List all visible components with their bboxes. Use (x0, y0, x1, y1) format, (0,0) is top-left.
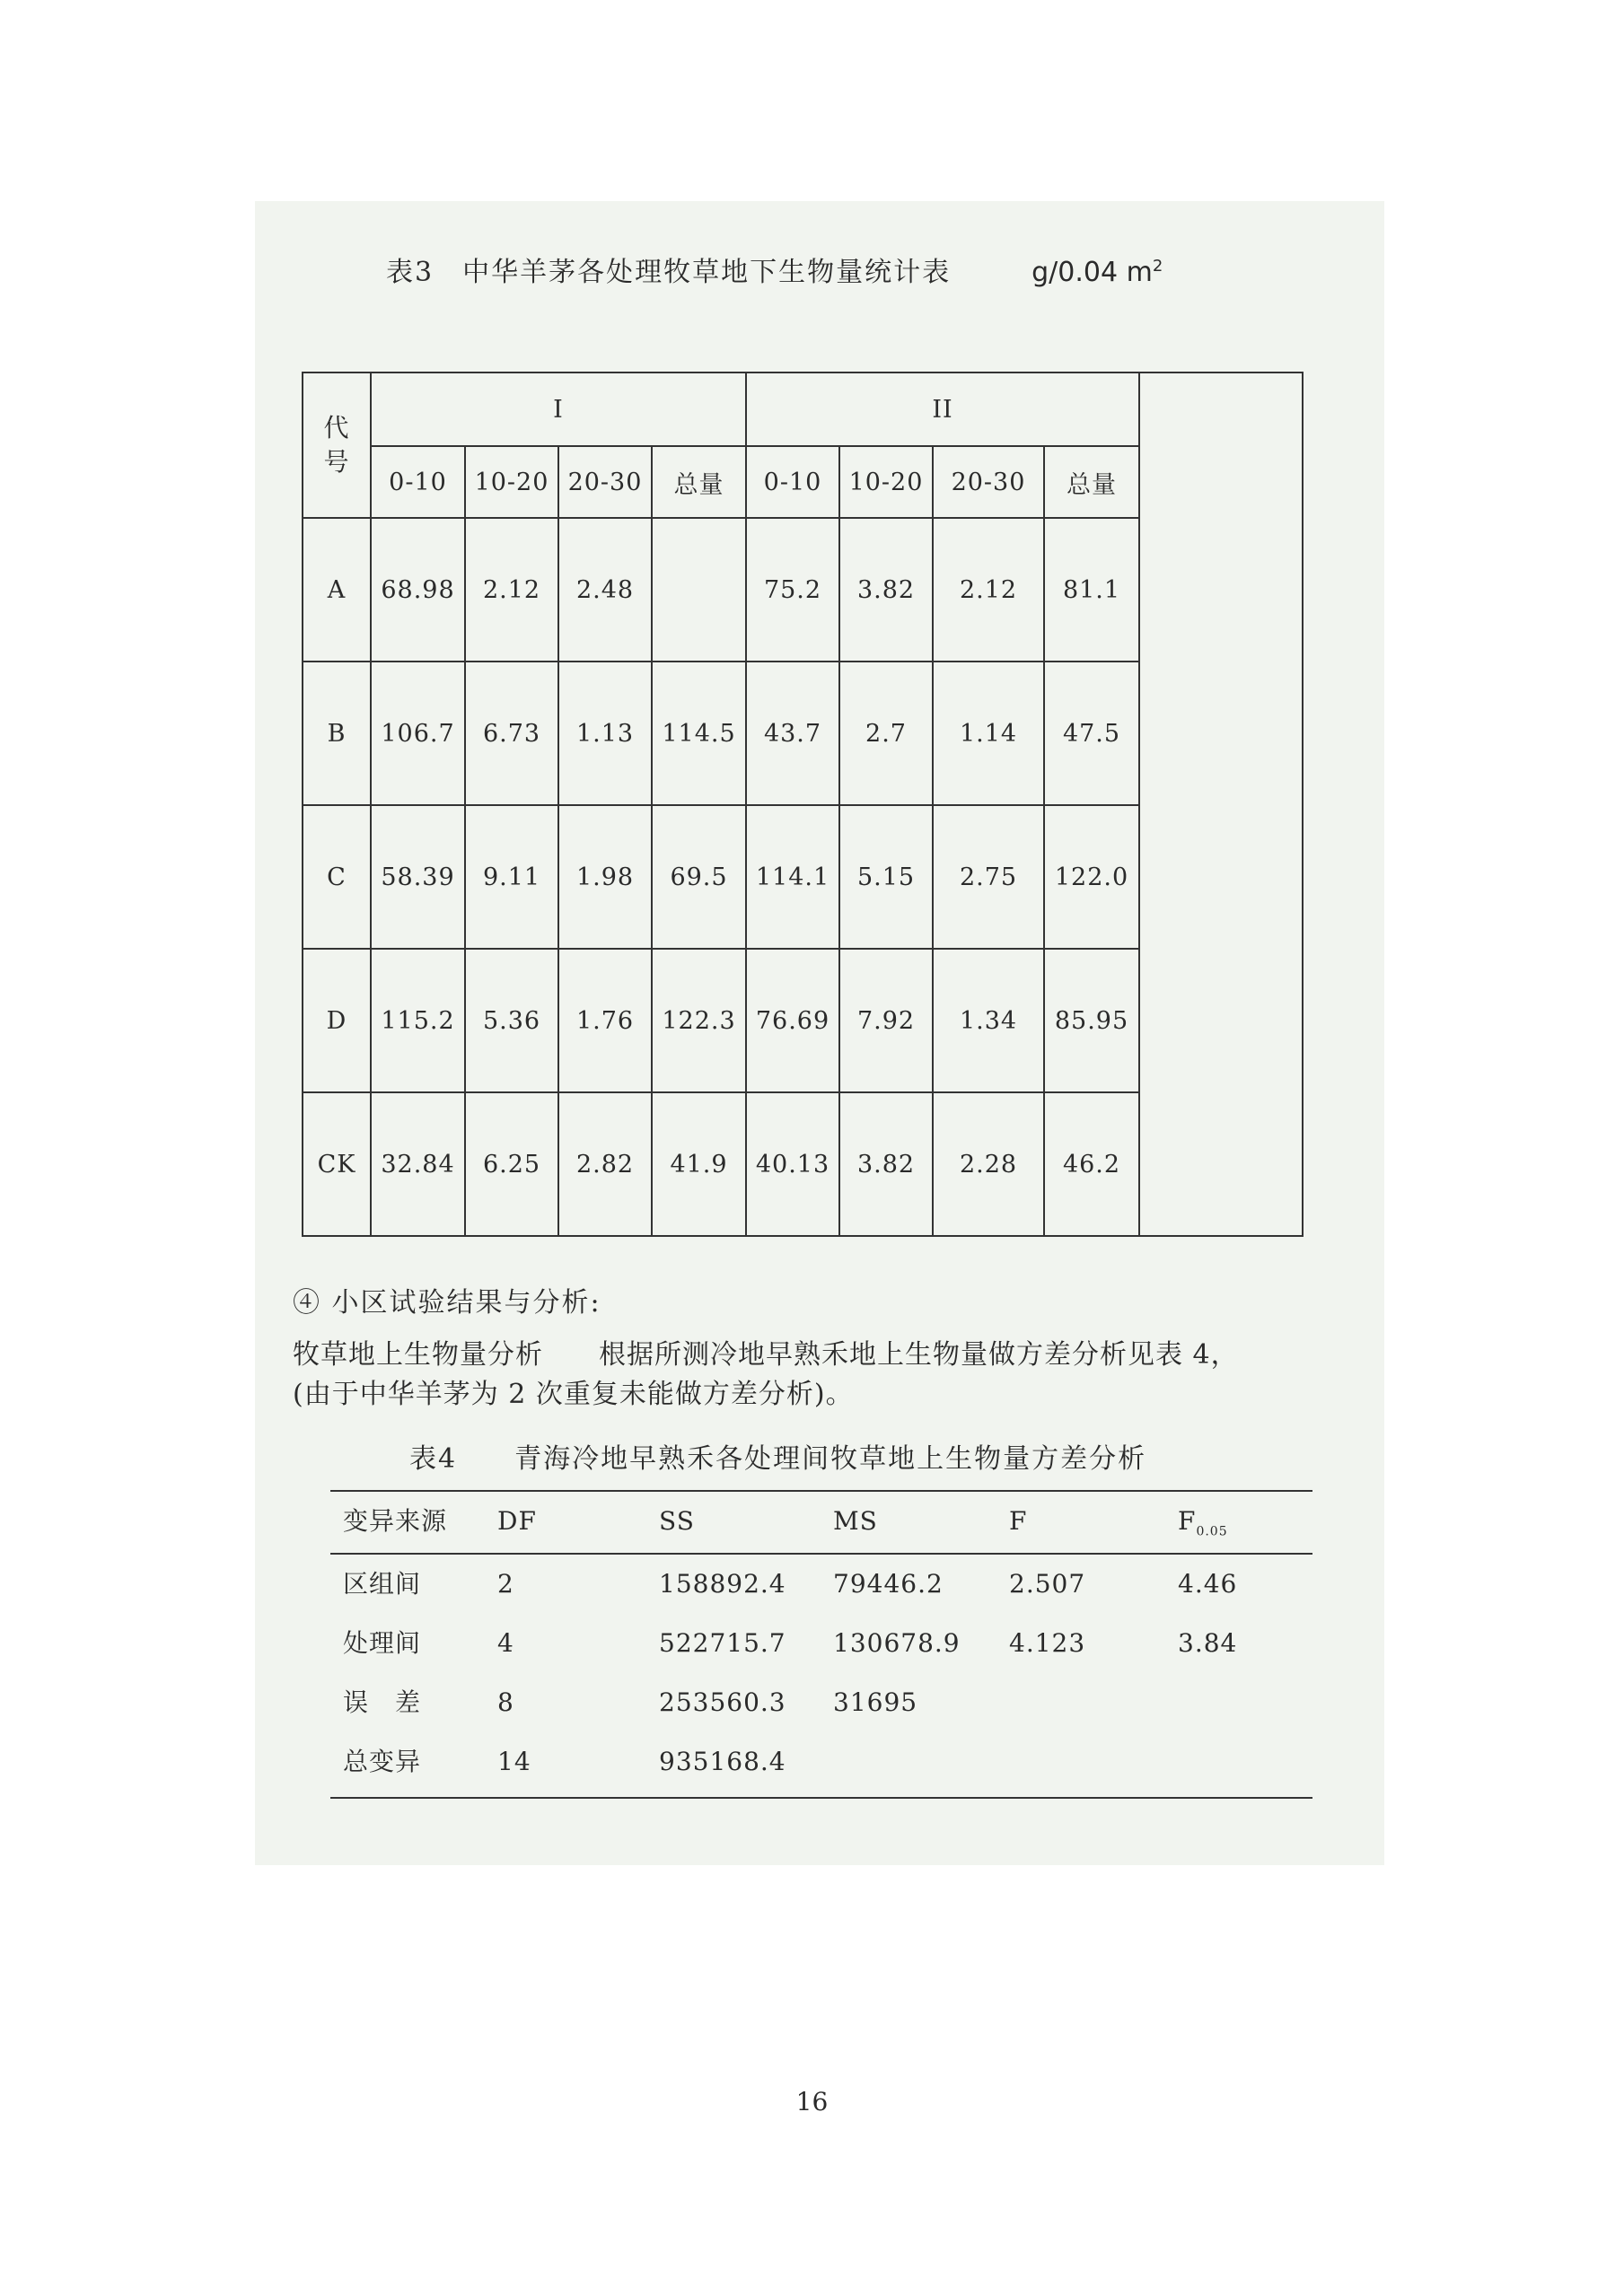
cell: 5.15 (839, 805, 933, 949)
cell: 2.12 (933, 518, 1044, 662)
row-code: B (303, 662, 371, 805)
cell: 122.3 (652, 949, 746, 1092)
cell: 3.84 (1178, 1628, 1238, 1658)
sub-header: 0-10 (371, 446, 465, 518)
col-header-f005: $F_{0.05}$ (1178, 1506, 1228, 1539)
sub-header: 总量 (1044, 446, 1139, 518)
cell: 43.7 (746, 662, 839, 805)
cell: 3.82 (839, 1092, 933, 1236)
cell: 47.5 (1044, 662, 1139, 805)
sub-header: 总量 (652, 446, 746, 518)
col-header: 变异来源 (343, 1506, 448, 1536)
cell: 40.13 (746, 1092, 839, 1236)
cell: 158892.4 (659, 1569, 786, 1599)
cell: 2.28 (933, 1092, 1044, 1236)
cell: 2.82 (558, 1092, 652, 1236)
cell: 1.76 (558, 949, 652, 1092)
cell: 5.36 (465, 949, 558, 1092)
cell: 2.75 (933, 805, 1044, 949)
table-row (330, 1555, 1312, 1614)
table3-unit: g/0.04 $m^2$ (1031, 257, 1163, 288)
cell: 总变异 (343, 1747, 422, 1776)
sub-header: 0-10 (746, 446, 839, 518)
cell: 41.9 (652, 1092, 746, 1236)
group-header-ii: II (746, 372, 1139, 446)
cell: 69.5 (652, 805, 746, 949)
sub-header: 10-20 (465, 446, 558, 518)
cell: 522715.7 (659, 1628, 786, 1658)
col-header: MS (833, 1506, 878, 1536)
row-code: A (303, 518, 371, 662)
cell: 75.2 (746, 518, 839, 662)
cell: 1.98 (558, 805, 652, 949)
code-header-cell: 代 号 (303, 372, 371, 518)
cell: 2.7 (839, 662, 933, 805)
blank-column (1139, 446, 1303, 1236)
cell: 76.69 (746, 949, 839, 1092)
col-header: F (1009, 1506, 1028, 1536)
cell: 79446.2 (833, 1569, 944, 1599)
cell: 68.98 (371, 518, 465, 662)
cell: 46.2 (1044, 1092, 1139, 1236)
cell: 7.92 (839, 949, 933, 1092)
col-header: DF (497, 1506, 537, 1536)
sub-header: 10-20 (839, 446, 933, 518)
cell: 4 (497, 1628, 514, 1658)
table-row (330, 1614, 1312, 1673)
table4-header-row (330, 1492, 1312, 1551)
cell: 9.11 (465, 805, 558, 949)
cell: 114.5 (652, 662, 746, 805)
table-row (330, 1673, 1312, 1732)
cell (652, 518, 746, 662)
cell: 1.13 (558, 662, 652, 805)
cell: 122.0 (1044, 805, 1139, 949)
cell: 935168.4 (659, 1747, 786, 1776)
table-row (330, 1732, 1312, 1792)
cell: 2 (497, 1569, 514, 1599)
cell: 3.82 (839, 518, 933, 662)
cell: 81.1 (1044, 518, 1139, 662)
sub-header: 20-30 (933, 446, 1044, 518)
blank-header-cell (1139, 372, 1303, 446)
cell: 106.7 (371, 662, 465, 805)
section-heading: ④ 小区试验结果与分析: (293, 1287, 601, 1319)
cell: 130678.9 (833, 1628, 961, 1658)
cell: 8 (497, 1687, 514, 1717)
row-code: C (303, 805, 371, 949)
cell: 1.14 (933, 662, 1044, 805)
table4-bottom-rule (330, 1797, 1312, 1799)
cell: 114.1 (746, 805, 839, 949)
cell: 4.46 (1178, 1569, 1238, 1599)
cell: 处理间 (343, 1628, 422, 1658)
cell: 1.34 (933, 949, 1044, 1092)
cell: 115.2 (371, 949, 465, 1092)
group-header-i: I (371, 372, 746, 446)
cell: 2.507 (1009, 1569, 1086, 1599)
table3 (302, 372, 1304, 1237)
cell: 2.12 (465, 518, 558, 662)
cell: 14 (497, 1747, 531, 1776)
cell: 6.73 (465, 662, 558, 805)
sub-header: 20-30 (558, 446, 652, 518)
cell: 4.123 (1009, 1628, 1086, 1658)
cell: 85.95 (1044, 949, 1139, 1092)
table4-title: 表4 青海冷地早熟禾各处理间牧草地上生物量方差分析 (409, 1443, 1147, 1475)
cell: 2.48 (558, 518, 652, 662)
row-code: D (303, 949, 371, 1092)
body-paragraph: 牧草地上生物量分析 根据所测冷地早熟禾地上生物量做方差分析见表 4，(由于中华羊茅为 2 次重复未能做方差分析)。 (293, 1339, 1239, 1410)
cell: 区组间 (343, 1569, 422, 1599)
row-code: CK (303, 1092, 371, 1236)
cell: 31695 (833, 1687, 918, 1717)
cell: 253560.3 (659, 1687, 786, 1717)
col-header: SS (659, 1506, 695, 1536)
page-number: 16 (795, 2087, 829, 2116)
cell: 误 差 (343, 1687, 422, 1717)
cell: 32.84 (371, 1092, 465, 1236)
cell: 6.25 (465, 1092, 558, 1236)
table3-title: 表3 中华羊茅各处理牧草地下生物量统计表 g/0.04 $m^2$ (386, 257, 1163, 288)
cell: 58.39 (371, 805, 465, 949)
